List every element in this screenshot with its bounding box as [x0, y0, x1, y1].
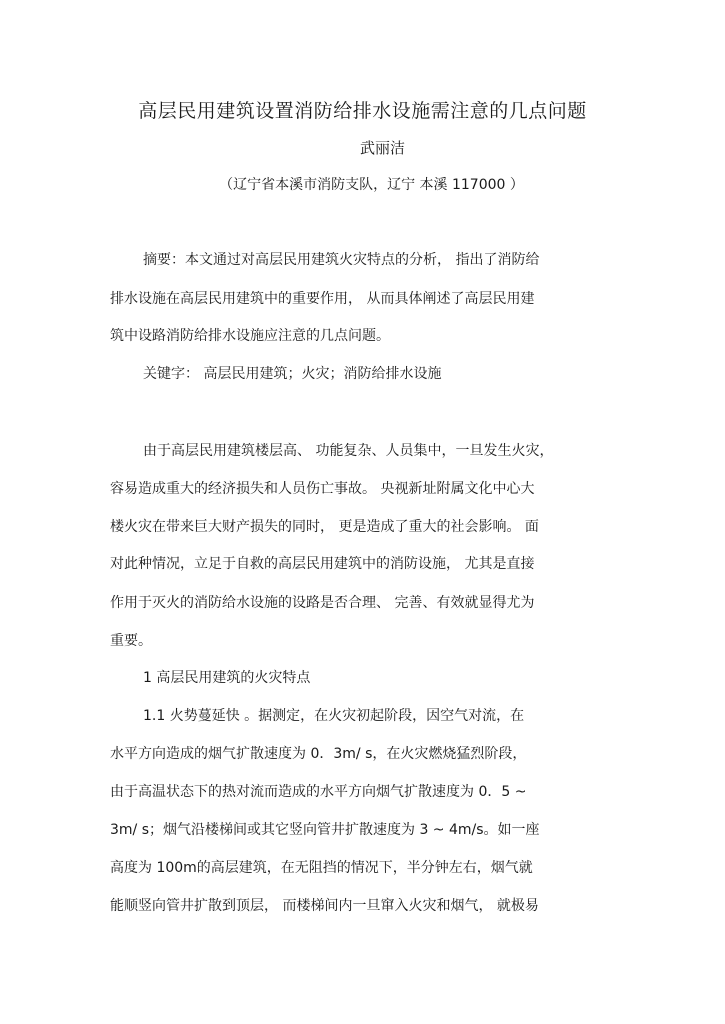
- body-line: 高度为 100m的高层建筑，在无阻挡的情况下，半分钟左右，烟气就: [110, 860, 533, 876]
- section-heading: 1 高层民用建筑的火灾特点: [143, 670, 311, 686]
- body-line: 能顺竖向管井扩散到顶层， 而楼梯间内一旦窜入火灾和烟气， 就极易: [110, 898, 539, 914]
- abstract-line: 排水设施在高层民用建筑中的重要作用， 从而具体阐述了高层民用建: [110, 291, 535, 307]
- abstract-line: 筑中设路消防给排水设施应注意的几点问题。: [110, 328, 390, 344]
- body-line: 对此种情况，立足于自救的高层民用建筑中的消防设施， 尤其是直接: [110, 556, 535, 572]
- body-line: 水平方向造成的烟气扩散速度为 0．3m/ s，在火灾燃烧猛烈阶段，: [110, 746, 527, 762]
- abstract-line: 摘要：本文通过对高层民用建筑火灾特点的分析， 指出了消防给: [143, 252, 540, 268]
- body-line: 由于高层民用建筑楼层高、 功能复杂、人员集中，一旦发生火灾，: [143, 443, 554, 459]
- body-line: 由于高温状态下的热对流而造成的水平方向烟气扩散速度为 0．5 ~: [110, 784, 527, 800]
- author-name: 武丽洁: [359, 139, 405, 157]
- keywords-line: 关键字： 高层民用建筑；火灾；消防给排水设施: [143, 366, 442, 382]
- body-line: 重要。: [110, 633, 152, 649]
- body-line: 3m/ s；烟气沿楼梯间或其它竖向管井扩散速度为 3 ~ 4m/s。如一座: [110, 822, 540, 838]
- body-line: 楼火灾在带来巨大财产损失的同时， 更是造成了重大的社会影响。 面: [110, 519, 539, 535]
- author-affiliation: （辽宁省本溪市消防支队，辽宁 本溪 117000 ）: [219, 177, 524, 193]
- document-title: 高层民用建筑设置消防给排水设施需注意的几点问题: [138, 100, 587, 122]
- body-line: 作用于灭火的消防给水设施的设路是否合理、 完善、有效就显得尤为: [110, 595, 535, 611]
- body-line: 1.1 火势蔓延快 。据测定，在火灾初起阶段，因空气对流，在: [143, 708, 525, 724]
- body-line: 容易造成重大的经济损失和人员伤亡事故。 央视新址附属文化中心大: [110, 481, 535, 497]
